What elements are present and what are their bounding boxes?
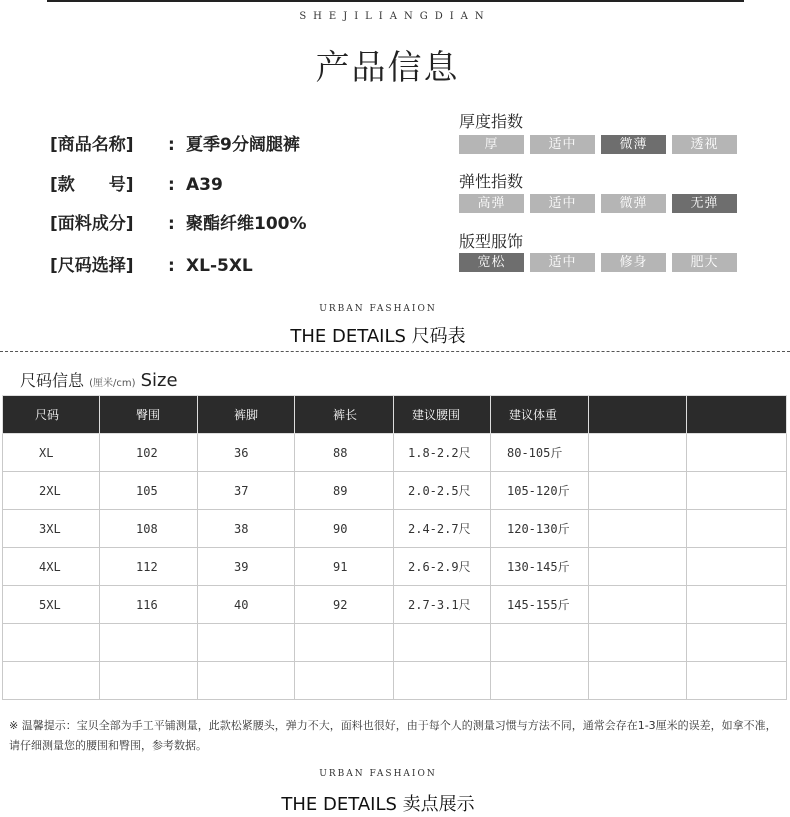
cell-waist: 1.8-2.2尺	[394, 434, 491, 472]
cell-empty	[3, 624, 100, 662]
elasticity-index-scale	[459, 194, 737, 213]
cell-weight: 105-120斤	[491, 472, 589, 510]
cell-waist: 2.6-2.9尺	[394, 548, 491, 586]
cell-size: 2XL	[3, 472, 100, 510]
fabric-label: [面料成分]	[50, 214, 134, 234]
table-row	[3, 548, 787, 586]
cell-empty	[687, 548, 787, 586]
section-title-size-chart: THE DETAILS 尺码表	[290, 326, 466, 347]
header-empty	[687, 396, 787, 434]
cell-empty	[589, 662, 687, 700]
product-name-label: [商品名称]	[50, 135, 134, 155]
cell-empty	[589, 548, 687, 586]
cell-empty	[687, 586, 787, 624]
cell-waist: 2.0-2.5尺	[394, 472, 491, 510]
elasticity-index-title: 弹性指数	[459, 172, 524, 191]
section-subtitle: URBAN FASHAION	[319, 769, 437, 779]
table-row-empty	[3, 624, 787, 662]
thickness-option: 厚	[459, 135, 524, 154]
cell-empty	[687, 472, 787, 510]
size-info-heading	[20, 368, 178, 391]
cell-hip: 116	[100, 586, 198, 624]
size-table	[2, 395, 787, 700]
page-title: 产品信息	[315, 48, 460, 88]
thickness-index-scale	[459, 135, 737, 154]
cell-empty	[589, 434, 687, 472]
thickness-option-selected: 微薄	[601, 135, 666, 154]
cell-empty	[100, 662, 198, 700]
cell-length: 91	[295, 548, 394, 586]
cell-size: 3XL	[3, 510, 100, 548]
cell-hip: 102	[100, 434, 198, 472]
header-hip: 臀围	[100, 396, 198, 434]
cell-hem: 37	[198, 472, 295, 510]
size-info-unit: (厘米/cm)	[89, 378, 136, 389]
top-rule	[47, 0, 744, 2]
cell-size: 5XL	[3, 586, 100, 624]
cell-hip: 105	[100, 472, 198, 510]
fit-option: 适中	[530, 253, 595, 272]
cell-hip: 112	[100, 548, 198, 586]
cell-empty	[687, 624, 787, 662]
separator: :	[168, 256, 175, 276]
elasticity-option-selected: 无弹	[672, 194, 737, 213]
separator: :	[168, 214, 175, 234]
cell-empty	[491, 624, 589, 662]
size-range-value: XL-5XL	[186, 256, 253, 276]
cell-empty	[589, 510, 687, 548]
product-name-value: 夏季9分阔腿裤	[186, 135, 300, 155]
cell-length: 89	[295, 472, 394, 510]
cell-hip: 108	[100, 510, 198, 548]
cell-hem: 39	[198, 548, 295, 586]
cell-empty	[589, 472, 687, 510]
cell-empty	[295, 662, 394, 700]
header-size: 尺码	[3, 396, 100, 434]
elasticity-option: 高弹	[459, 194, 524, 213]
cell-empty	[687, 510, 787, 548]
product-name-row	[50, 130, 300, 155]
cell-empty	[687, 434, 787, 472]
dashed-divider	[0, 351, 790, 352]
cell-empty	[687, 662, 787, 700]
style-no-row	[50, 170, 223, 195]
table-row	[3, 434, 787, 472]
section-subtitle: URBAN FASHAION	[319, 304, 437, 314]
table-row-empty	[3, 662, 787, 700]
cell-length: 88	[295, 434, 394, 472]
measurement-tip: ※ 温馨提示：宝贝全部为手工平铺测量，此款松紧腰头，弹力不大，面料也很好，由于每个人的测量习惯与方法不同，通常会存在1-3厘米的误差，如拿不准，请仔细测量您的腰围和臀围，参考数据。	[9, 719, 777, 752]
fit-option: 修身	[601, 253, 666, 272]
elasticity-option: 微弹	[601, 194, 666, 213]
cell-empty	[394, 624, 491, 662]
cell-empty	[589, 586, 687, 624]
style-no-value: A39	[186, 175, 223, 195]
cell-empty	[198, 624, 295, 662]
cell-empty	[198, 662, 295, 700]
table-row	[3, 586, 787, 624]
thickness-option: 透视	[672, 135, 737, 154]
separator: :	[168, 135, 175, 155]
size-range-label: [尺码选择]	[50, 256, 134, 276]
fit-index-title: 版型服饰	[459, 232, 524, 251]
header-waist: 建议腰围	[394, 396, 491, 434]
thickness-index-title: 厚度指数	[459, 112, 524, 131]
section-title-selling-points: THE DETAILS 卖点展示	[281, 794, 475, 815]
cell-empty	[589, 624, 687, 662]
fit-option-selected: 宽松	[459, 253, 524, 272]
brand-name: SHEJILIANGDIAN	[299, 11, 491, 22]
size-info-en: Size	[140, 370, 178, 391]
cell-length: 90	[295, 510, 394, 548]
table-row	[3, 510, 787, 548]
fabric-row	[50, 209, 307, 234]
cell-empty	[295, 624, 394, 662]
fit-index-scale	[459, 253, 737, 272]
table-header-row	[3, 396, 787, 434]
cell-length: 92	[295, 586, 394, 624]
separator: :	[168, 175, 175, 195]
style-no-label: [款 号]	[50, 175, 134, 195]
cell-size: 4XL	[3, 548, 100, 586]
fit-option: 肥大	[672, 253, 737, 272]
size-range-row	[50, 251, 253, 276]
cell-hem: 40	[198, 586, 295, 624]
thickness-option: 适中	[530, 135, 595, 154]
cell-weight: 130-145斤	[491, 548, 589, 586]
header-length: 裤长	[295, 396, 394, 434]
cell-waist: 2.7-3.1尺	[394, 586, 491, 624]
cell-hem: 38	[198, 510, 295, 548]
cell-size: XL	[3, 434, 100, 472]
elasticity-option: 适中	[530, 194, 595, 213]
cell-weight: 80-105斤	[491, 434, 589, 472]
header-empty	[589, 396, 687, 434]
cell-waist: 2.4-2.7尺	[394, 510, 491, 548]
fabric-value: 聚酯纤维100%	[186, 214, 307, 234]
cell-empty	[491, 662, 589, 700]
header-hem: 裤脚	[198, 396, 295, 434]
cell-weight: 145-155斤	[491, 586, 589, 624]
cell-hem: 36	[198, 434, 295, 472]
cell-empty	[100, 624, 198, 662]
cell-empty	[3, 662, 100, 700]
cell-weight: 120-130斤	[491, 510, 589, 548]
table-row	[3, 472, 787, 510]
cell-empty	[394, 662, 491, 700]
header-weight: 建议体重	[491, 396, 589, 434]
size-info-zh: 尺码信息	[20, 371, 85, 390]
